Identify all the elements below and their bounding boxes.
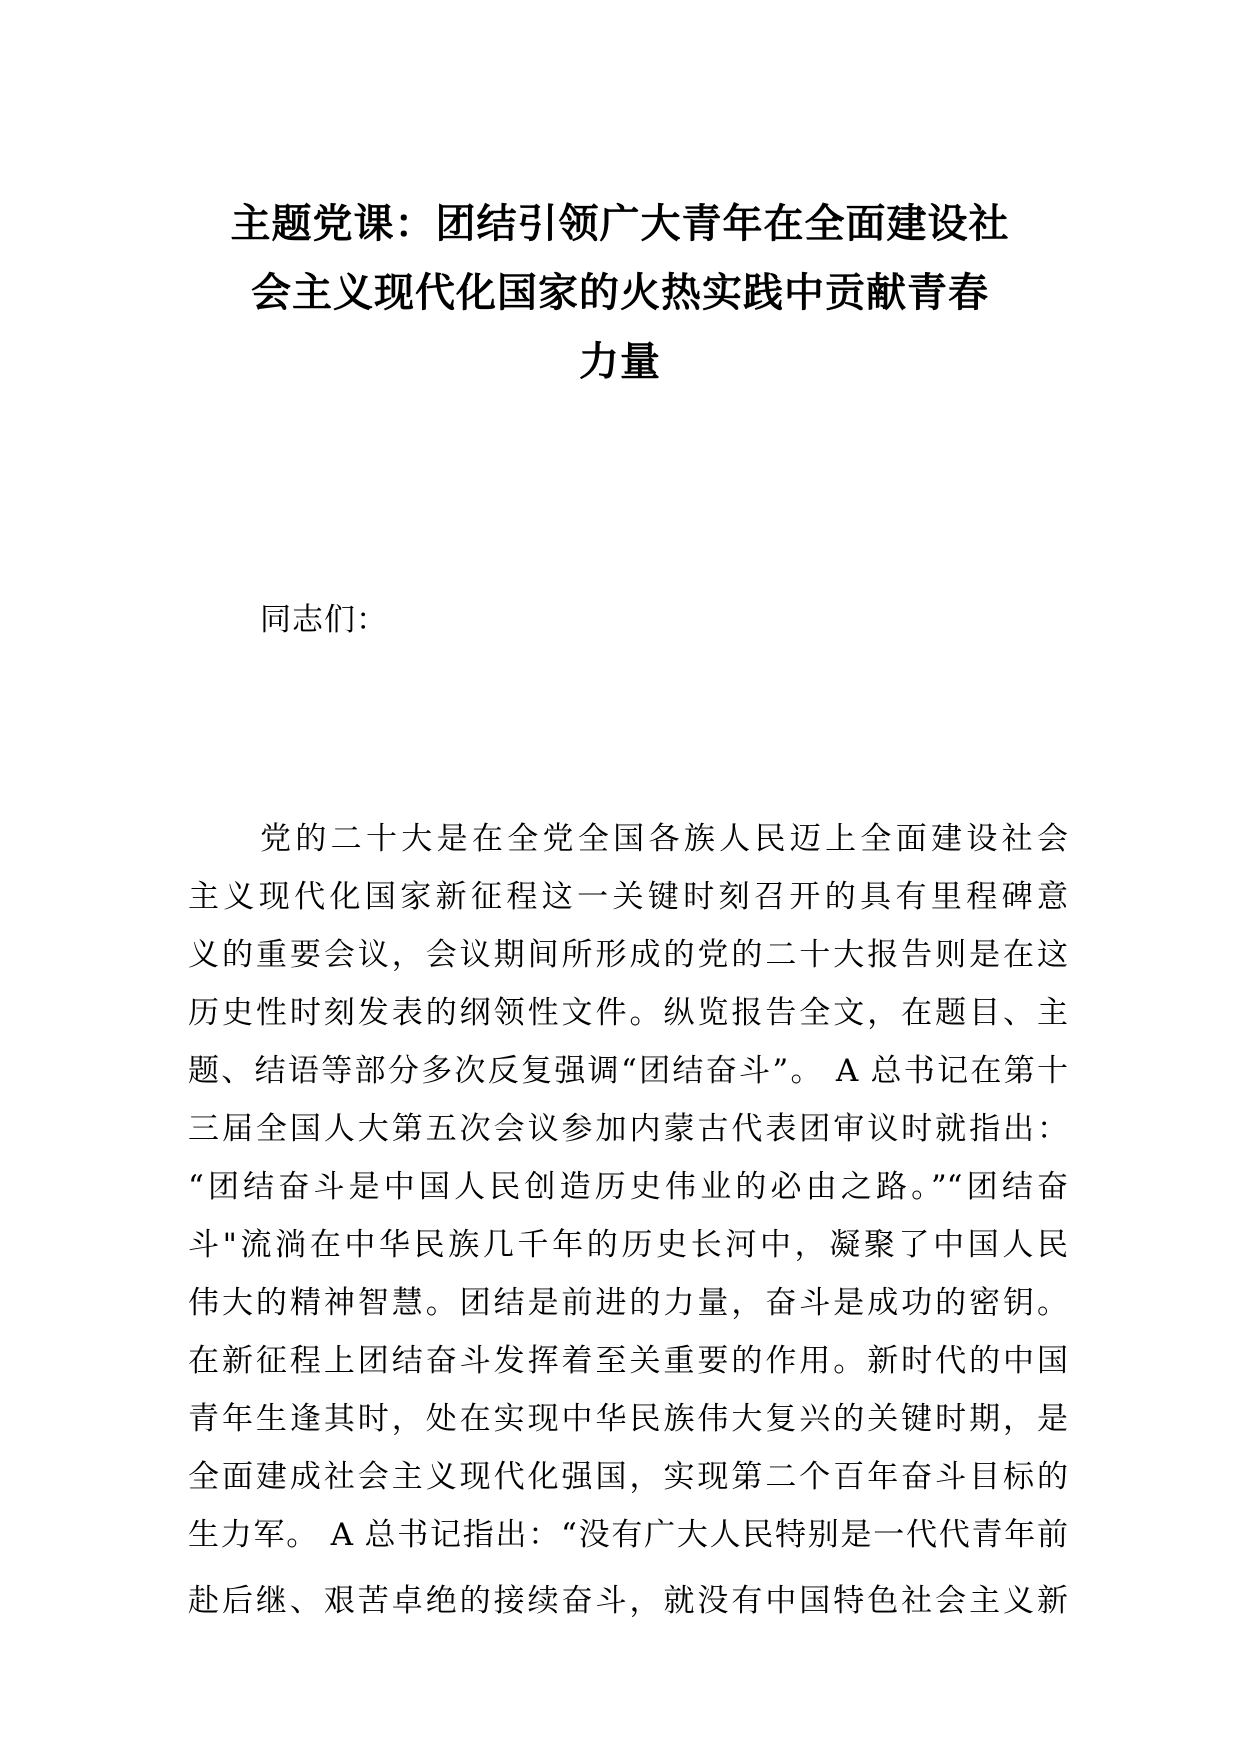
title-line-2: 会主义现代化国家的火热实践中贡献青春	[251, 270, 989, 316]
title-line-1: 主题党课：团结引领广大青年在全面建设社	[230, 201, 1010, 247]
paragraph-line: 三届全国人大第五次会议参加内蒙古代表团审议时就指出：	[188, 1111, 1068, 1147]
paragraph-line: 义的重要会议，会议期间所形成的党的二十大报告则是在这	[188, 937, 1068, 973]
paragraph-line: 斗"流淌在中华民族几千年的历史长河中，凝聚了中国人民	[188, 1227, 1068, 1263]
paragraph-line: 历史性时刻发表的纲领性文件。纵览报告全文，在题目、主	[188, 995, 1068, 1031]
paragraph-line: 全面建成社会主义现代化强国，实现第二个百年奋斗目标的	[188, 1459, 1068, 1495]
paragraph-line: 生力军。 A 总书记指出：“没有广大人民特别是一代代青年前	[188, 1517, 1068, 1553]
body-paragraph	[188, 810, 1068, 1630]
paragraph-line: 伟大的精神智慧。团结是前进的力量，奋斗是成功的密钥。	[188, 1285, 1068, 1321]
paragraph-line: 在新征程上团结奋斗发挥着至关重要的作用。新时代的中国	[188, 1343, 1068, 1379]
title-line-3: 力量	[579, 339, 661, 385]
paragraph-line: 赴后继、艰苦卓绝的接续奋斗，就没有中国特色社会主义新	[188, 1583, 1068, 1619]
salutation: 同志们：	[260, 602, 388, 638]
paragraph-line: 题、结语等部分多次反复强调“团结奋斗”。 A 总书记在第十	[188, 1053, 1068, 1089]
paragraph-line: 青年生逢其时，处在实现中华民族伟大复兴的关键时期，是	[188, 1401, 1068, 1437]
paragraph-line: 党的二十大是在全党全国各族人民迈上全面建设社会	[260, 821, 1068, 857]
document-title	[170, 190, 1070, 397]
paragraph-line: 主义现代化国家新征程这一关键时刻召开的具有里程碑意	[188, 879, 1068, 915]
paragraph-line: “团结奋斗是中国人民创造历史伟业的必由之路。”“团结奋	[188, 1169, 1068, 1205]
